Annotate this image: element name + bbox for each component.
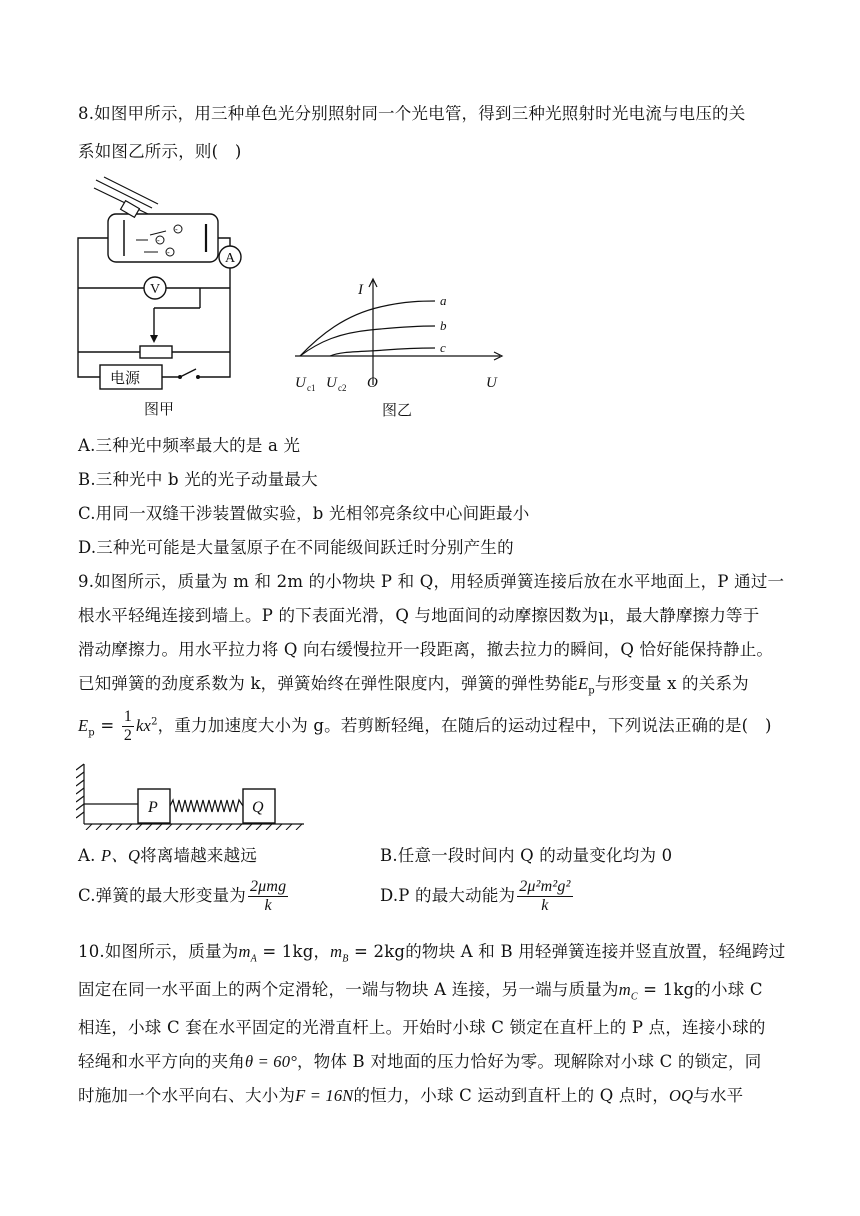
figure-jia-circuit <box>70 172 245 422</box>
svg-text:c1: c1 <box>307 383 316 393</box>
q8-option-d: D.三种光可能是大量氢原子在不同能级间跃迁时分别产生的 <box>78 538 514 557</box>
q9-option-d: D.P 的最大动能为 $\frac{\text{2μ²m²g²}}{k}$ <box>380 878 571 914</box>
q9-line2: 根水平轻绳连接到墙上。P 的下表面光滑，Q 与地面间的动摩擦因数为μ，最大静摩擦力等于 <box>78 606 760 625</box>
q9-option-a: A. P、Q将离墙越来越远 <box>78 846 258 865</box>
block-p-label: P <box>148 799 158 816</box>
q8-option-a: A.三种光中频率最大的是 a 光 <box>78 436 301 455</box>
block-q-label: Q <box>252 799 264 816</box>
q10-line5: 时施加一个水平向右、大小为F = 16N的恒力，小球 C 运动到直杆上的 Q 点时，OQ与水平 <box>78 1086 744 1105</box>
figure-yi-graph <box>290 275 510 422</box>
curve-label-c: c <box>440 340 446 355</box>
tick-uc2: U <box>326 375 337 391</box>
q9-line1: 9.如图所示，质量为 m 和 2m 的小物块 P 和 Q，用轻质弹簧连接后放在水平地面上，P 通过一 <box>78 572 785 591</box>
svg-text:V: V <box>150 282 161 297</box>
curve-label-a: a <box>440 293 447 308</box>
svg-text:O: O <box>367 375 378 391</box>
svg-text:I: I <box>358 282 363 298</box>
tick-uc1: U <box>295 375 306 391</box>
figure-yi-caption: 图乙 <box>382 401 413 419</box>
q9-option-c: C.弹簧的最大形变量为 $\frac{\text{2μmg}}{k}$ <box>78 878 287 914</box>
curve-label-b: b <box>440 318 447 333</box>
svg-text:-: - <box>157 236 160 245</box>
svg-text:U: U <box>486 375 497 391</box>
q9-option-b: B.任意一段时间内 Q 的动量变化均为 0 <box>380 846 673 865</box>
svg-text:电源: 电源 <box>110 369 141 387</box>
q10-line4: 轻绳和水平方向的夹角θ = 60°，物体 B 对地面的压力恰好为零。现解除对小球 C 的锁定，同 <box>78 1052 762 1071</box>
q9-line5: $E_p$ = $\frac{1}{2}$ $kx^2$，重力加速度大小为 g。若剪断轻绳，在随后的运动过程中，下列说法正确的是( ) <box>78 708 772 744</box>
svg-text:-: - <box>167 248 170 257</box>
q9-line3: 滑动摩擦力。用水平拉力将 Q 向右缓慢拉开一段距离，撤去拉力的瞬间，Q 恰好能保持静止。 <box>78 640 774 659</box>
q8-option-b: B.三种光中 b 光的光子动量最大 <box>78 470 318 489</box>
svg-text:c2: c2 <box>338 383 347 393</box>
q10-line2: 固定在同一水平面上的两个定滑轮，一端与物块 A 连接，另一端与质量为$m_C = 1kg$的小球 C <box>78 980 763 1003</box>
q8-option-c: C.用同一双缝干涉装置做实验，b 光相邻亮条纹中心间距最小 <box>78 504 530 523</box>
q9-line4: 已知弹簧的劲度系数为 k，弹簧始终在弹性限度内，弹簧的弹性势能$E_p$与形变量 x 的关系为 <box>78 674 749 697</box>
q10-line3: 相连，小球 C 套在水平固定的光滑直杆上。开始时小球 C 锁定在直杆上的 P 点，连接小球的 <box>78 1018 766 1037</box>
figure-jia-caption: 图甲 <box>144 400 175 418</box>
svg-text:-: - <box>175 225 178 234</box>
q10-line1: 10.如图所示，质量为$m_A = 1kg$，$m_B = 2kg$的物块 A 和 B 用轻弹簧连接并竖直放置，轻绳跨过 <box>78 942 786 965</box>
q8-stem-line2: 系如图乙所示，则( ) <box>78 142 242 161</box>
q8-stem-line1: 8.如图甲所示，用三种单色光分别照射同一个光电管，得到三种光照射时光电流与电压的关 <box>78 104 746 123</box>
svg-text:A: A <box>225 251 236 266</box>
q9-spring-figure <box>76 760 308 830</box>
